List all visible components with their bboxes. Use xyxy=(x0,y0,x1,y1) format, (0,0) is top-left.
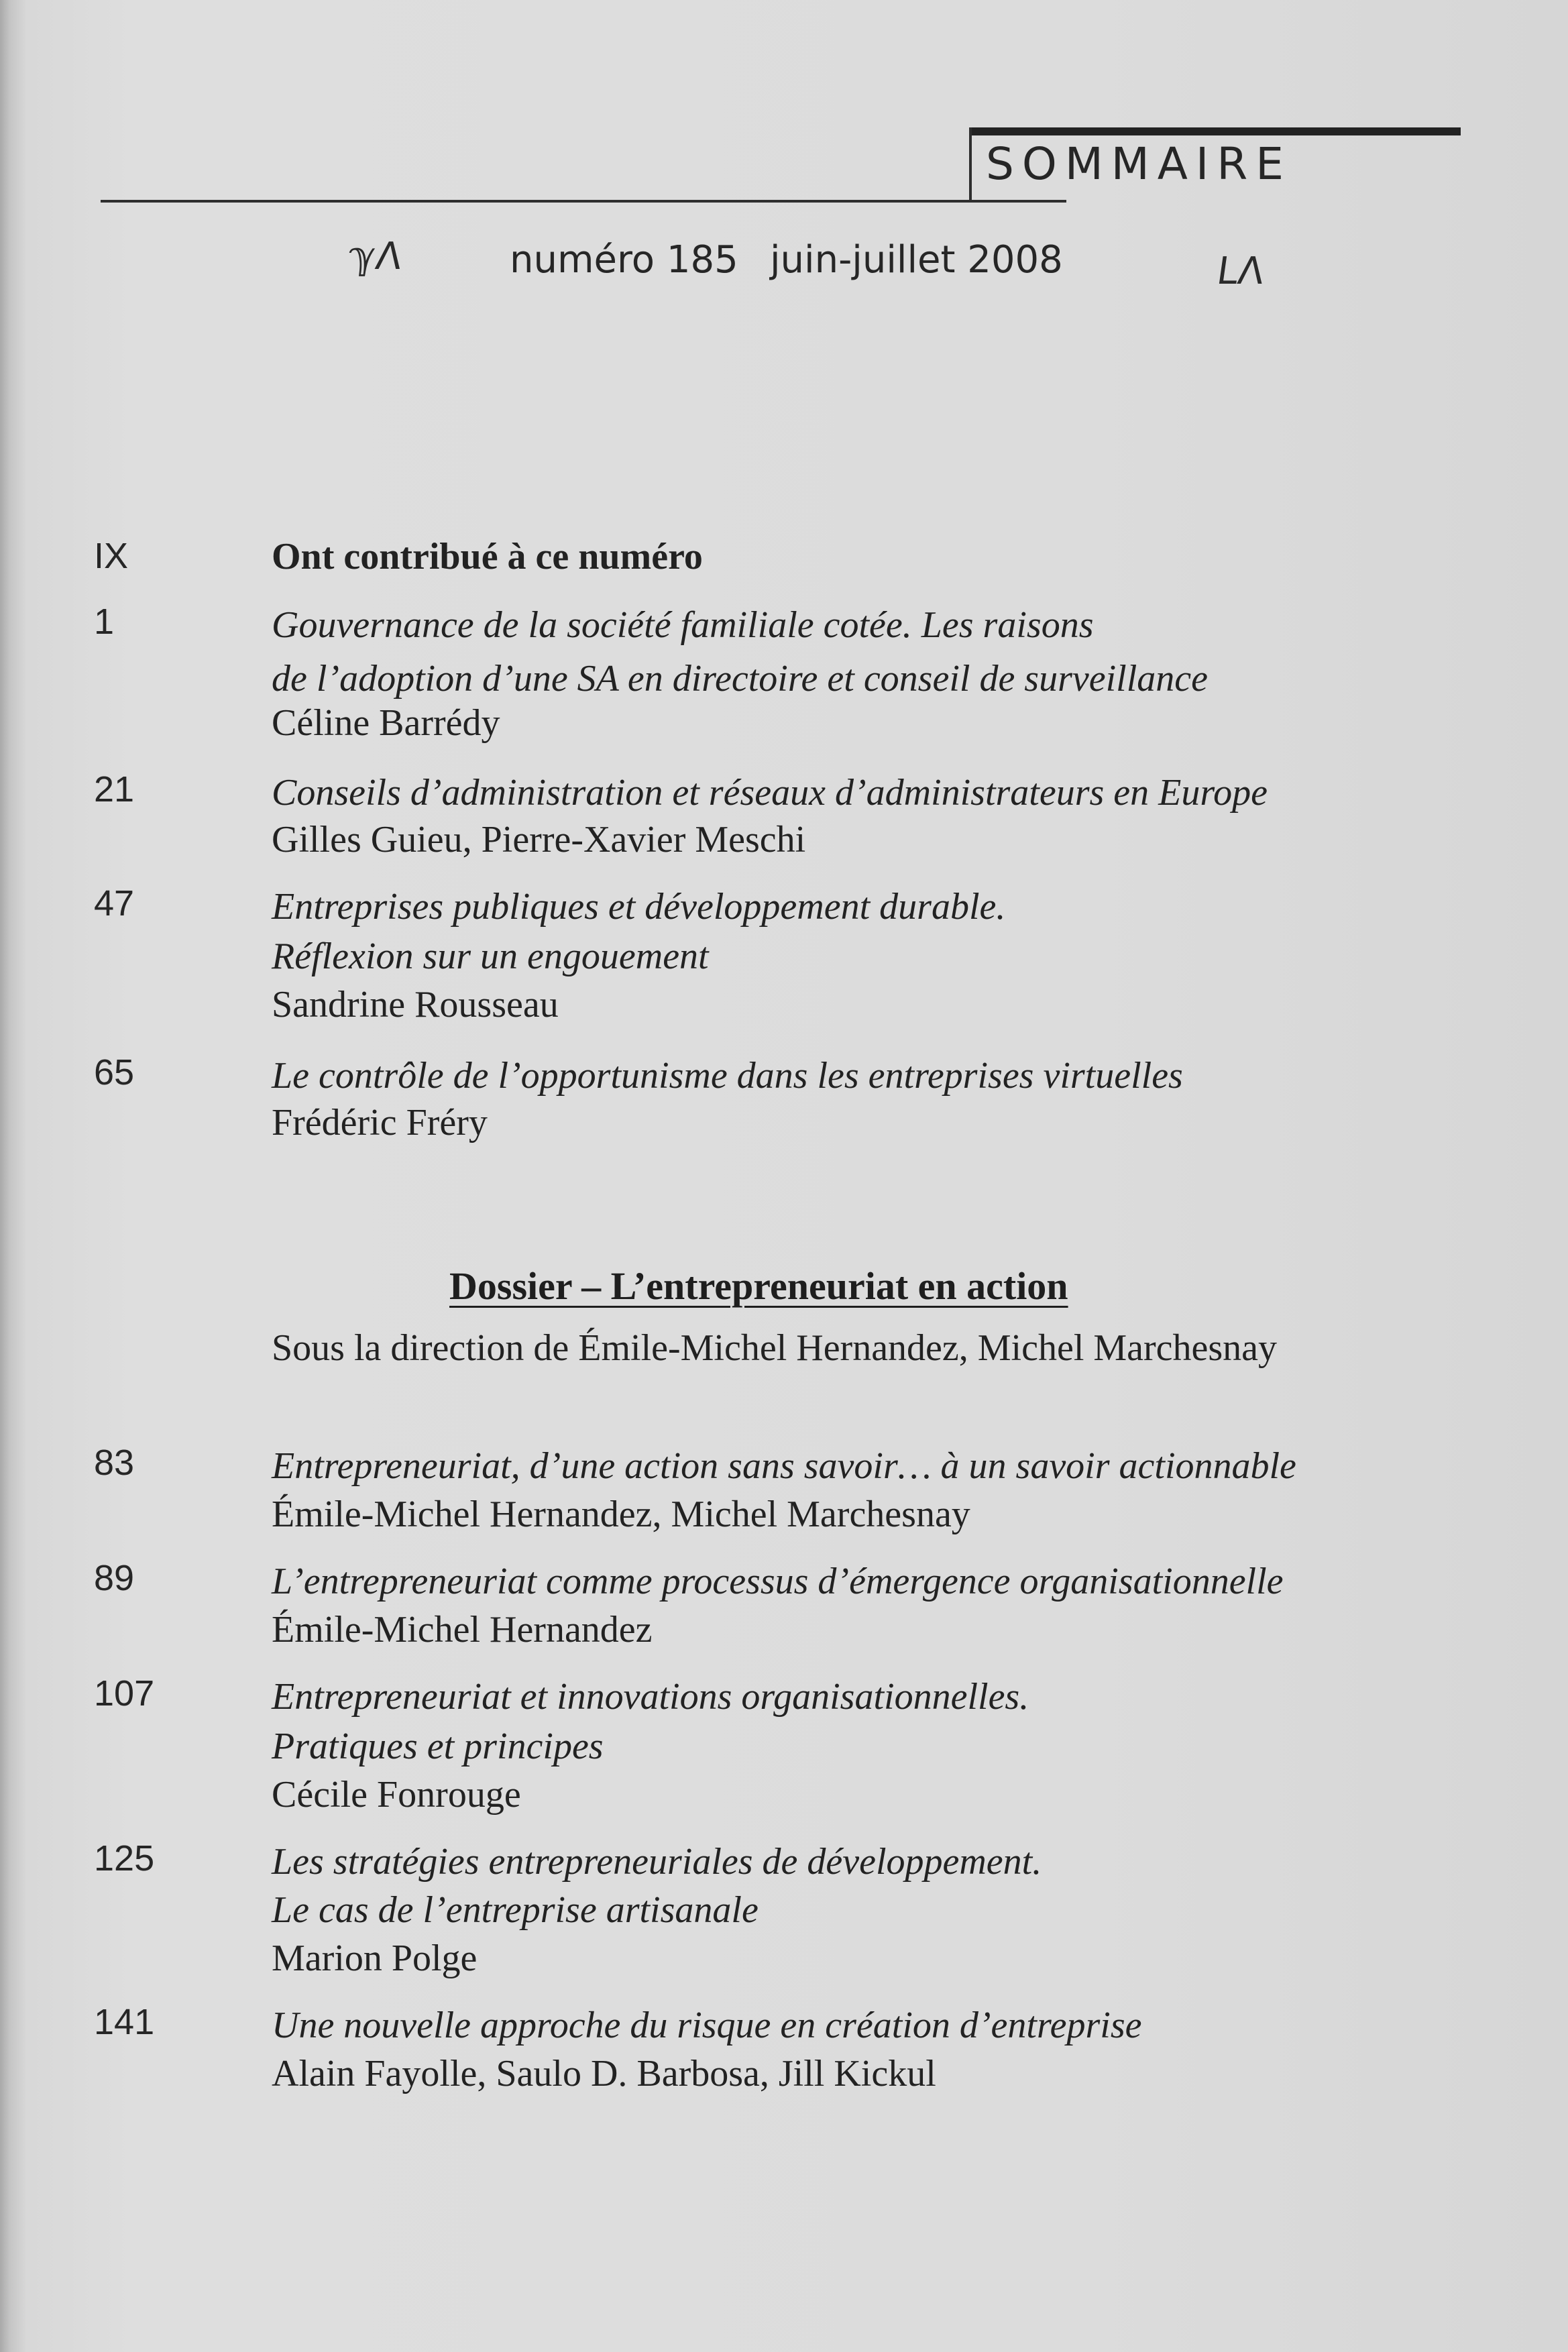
article-title: Pratiques et principes xyxy=(272,1726,604,1767)
header-box-top-rule xyxy=(969,127,1461,135)
toc-page-number: 107 xyxy=(94,1673,155,1714)
handwritten-note-right: LΛ xyxy=(1214,249,1268,293)
toc-page-number: 21 xyxy=(94,769,135,809)
article-title: Une nouvelle approche du risque en création d’entreprise xyxy=(272,2005,1142,2046)
article-authors: Marion Polge xyxy=(272,1938,478,1979)
issue-date: juin-juillet 2008 xyxy=(770,238,1063,282)
toc-page-number: 83 xyxy=(94,1443,135,1483)
article-authors: Cécile Fonrouge xyxy=(272,1774,521,1815)
article-title: Conseils d’administration et réseaux d’administrateurs en Europe xyxy=(272,772,1268,814)
article-title: Gouvernance de la société familiale cotée. Les raisons xyxy=(272,604,1094,646)
handwritten-note-left: ℽΛ xyxy=(345,235,405,278)
article-authors: Céline Barrédy xyxy=(272,702,500,744)
issue-number: numéro 185 xyxy=(510,238,738,282)
article-authors: Frédéric Fréry xyxy=(272,1102,488,1143)
article-title: Réflexion sur un engouement xyxy=(272,936,709,977)
contributors-heading: Ont contribué à ce numéro xyxy=(272,536,703,577)
toc-page-number: 1 xyxy=(94,602,115,642)
header-rule xyxy=(101,200,1066,203)
section-title: SOMMAIRE xyxy=(986,138,1292,190)
dossier-title: Dossier – L’entrepreneuriat en action xyxy=(449,1264,1068,1308)
article-authors: Émile-Michel Hernandez, Michel Marchesnay xyxy=(272,1494,970,1535)
toc-page-number: 89 xyxy=(94,1558,135,1598)
article-authors: Émile-Michel Hernandez xyxy=(272,1609,653,1650)
toc-page-number: IX xyxy=(94,536,129,576)
article-title: Le cas de l’entreprise artisanale xyxy=(272,1889,759,1931)
article-title: de l’adoption d’une SA en directoire et conseil de surveillance xyxy=(272,658,1208,699)
article-title: Entrepreneuriat et innovations organisationnelles. xyxy=(272,1676,1029,1718)
article-authors: Sandrine Rousseau xyxy=(272,984,559,1025)
article-authors: Gilles Guieu, Pierre-Xavier Meschi xyxy=(272,819,806,860)
article-title: Le contrôle de l’opportunisme dans les entreprises virtuelles xyxy=(272,1055,1183,1097)
toc-page-number: 47 xyxy=(94,883,135,923)
toc-page-number: 125 xyxy=(94,1838,155,1879)
dossier-direction: Sous la direction de Émile-Michel Hernandez, Michel Marchesnay xyxy=(272,1327,1278,1369)
article-title: Entrepreneuriat, d’une action sans savoir… à un savoir actionnable xyxy=(272,1445,1296,1487)
toc-page-number: 65 xyxy=(94,1052,135,1093)
toc-page-number: 141 xyxy=(94,2002,155,2042)
article-authors: Alain Fayolle, Saulo D. Barbosa, Jill Kickul xyxy=(272,2053,936,2094)
article-title: Entreprises publiques et développement durable. xyxy=(272,886,1006,928)
article-title: Les stratégies entrepreneuriales de développement. xyxy=(272,1841,1042,1883)
article-title: L’entrepreneuriat comme processus d’émergence organisationnelle xyxy=(272,1561,1284,1602)
header-box-left-rule xyxy=(969,127,972,203)
